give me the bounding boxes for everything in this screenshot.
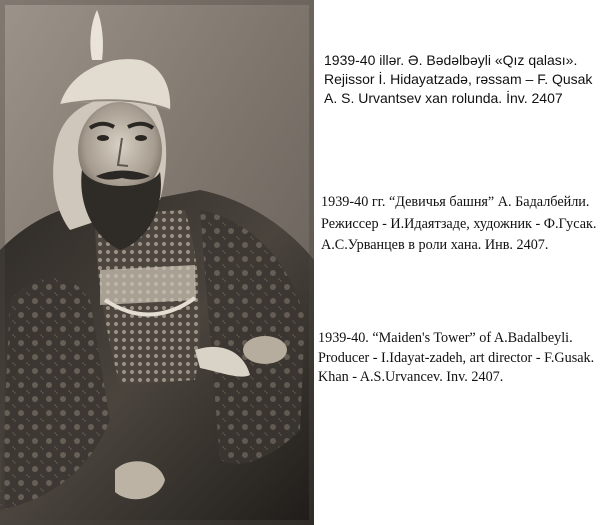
caption-ru-line-2: Режиссер - И.Идаятзаде, художник - Ф.Гусак.	[321, 215, 597, 232]
eye-right	[135, 135, 147, 141]
caption-en-line-1: 1939-40. “Maiden's Tower” of A.Badalbeyli.	[318, 330, 573, 346]
caption-english	[318, 329, 594, 388]
caption-ru-line-3: А.С.Урванцев в роли хана. Инв. 2407.	[321, 237, 549, 253]
eye-left	[97, 135, 109, 141]
caption-en-line-2: Producer - I.Idayat-zadeh, art director - F.Gusak.	[318, 349, 595, 366]
caption-az-line-1: 1939-40 illər. Ə. Bədəlbəyli «Qız qalası».	[324, 52, 578, 68]
caption-russian	[321, 192, 596, 257]
caption-ru-line-1: 1939-40 гг. “Девичья башня” А. Бадалбейли.	[321, 194, 590, 210]
armor-plates	[100, 265, 196, 305]
right-hand	[243, 336, 287, 364]
caption-az-line-2: Rejissor İ. Hidayatzadə, rəssam – F. Qusak	[324, 71, 593, 87]
caption-en-line-3: Khan - A.S.Urvancev. Inv. 2407.	[318, 369, 504, 385]
caption-az-line-3: A. S. Urvantsev xan rolunda. İnv. 2407	[324, 90, 563, 106]
caption-azerbaijani	[324, 51, 592, 108]
